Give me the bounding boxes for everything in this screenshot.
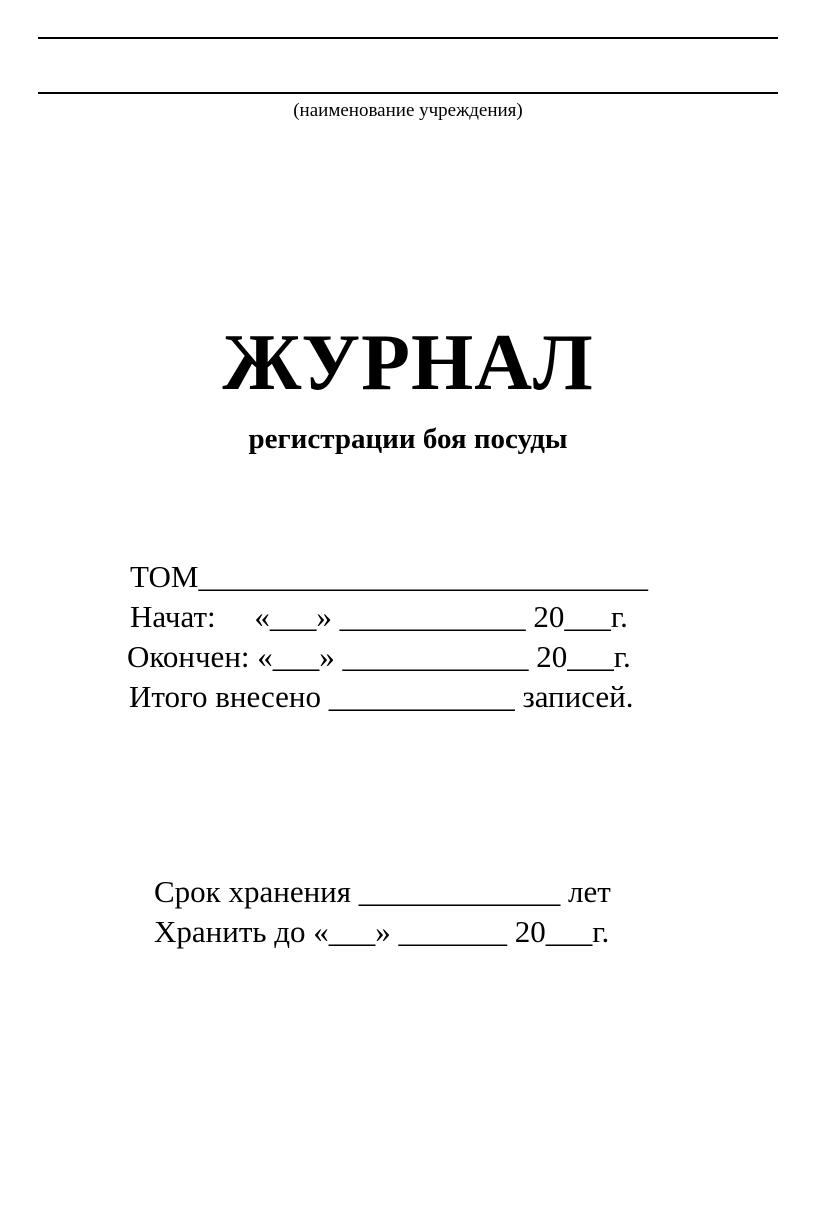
finished-date-field: Окончен: «___» ____________ 20___г. — [127, 639, 631, 674]
institution-caption: (наименование учреждения) — [293, 100, 523, 121]
institution-name-line-top — [38, 37, 778, 39]
retention-period-field: Срок хранения _____________ лет — [154, 874, 611, 909]
volume-field: ТОМ_____________________________ — [130, 559, 648, 594]
institution-name-line-bottom — [38, 92, 778, 94]
journal-title: ЖУРНАЛ — [222, 319, 594, 407]
total-records-field: Итого внесено ____________ записей. — [129, 679, 634, 714]
journal-subtitle: регистрации боя посуды — [248, 423, 568, 455]
started-date-field: Начат: «___» ____________ 20___г. — [130, 599, 628, 634]
keep-until-field: Хранить до «___» _______ 20___г. — [154, 914, 610, 949]
